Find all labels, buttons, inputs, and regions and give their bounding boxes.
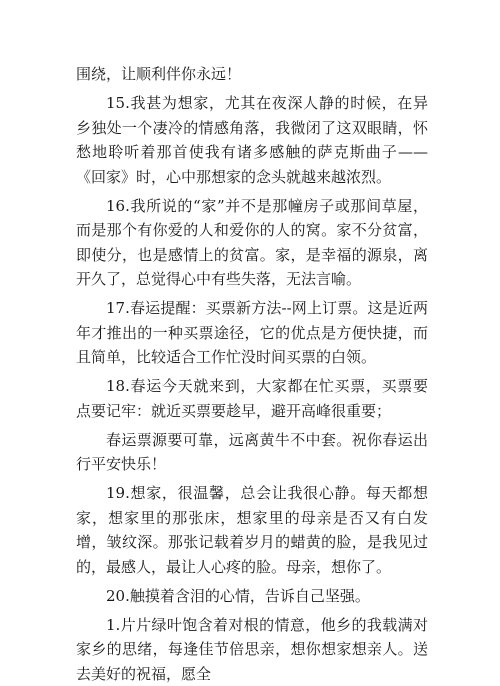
paragraph-continuation: 围绕，让顺利伴你永远！ bbox=[76, 62, 428, 87]
paragraph-17: 17.春运提醒：买票新方法--网上订票。这是近两年才推出的一种买票途径，它的优点是方便快捷，而且简单，比较适合工作忙没时间买票的白领。 bbox=[76, 296, 428, 370]
paragraph-16: 16.我所说的“家”并不是那幢房子或那间草屋，而是那个有你爱的人和爱你的人的窝。家不分贫富，即使分，也是感情上的贫富。家，是幸福的源泉，离开久了，总觉得心中有些失落，无法言喻。 bbox=[76, 194, 428, 292]
paragraph-18-continued: 春运票源要可靠，远离黄牛不中套。祝你春运出行平安快乐！ bbox=[76, 428, 428, 477]
paragraph-1: 1.片片绿叶饱含着对根的情意，他乡的我载满对家乡的思绪，每逢佳节倍思亲，想你想家想亲人。送去美好的祝福，愿全 bbox=[76, 613, 428, 686]
paragraph-20: 20.触摸着含泪的心情，告诉自己坚强。 bbox=[76, 584, 428, 609]
paragraph-15: 15.我甚为想家，尤其在夜深人静的时候，在异乡独处一个凄冷的情感角落，我微闭了这双眼睛，怀愁地聆听着那首使我有诸多感触的萨克斯曲子——《回家》时，心中那想家的念头就越来越浓烈。 bbox=[76, 91, 428, 189]
paragraph-19: 19.想家，很温馨，总会让我很心静。每天都想家，想家里的那张床，想家里的母亲是否又有白发增，皱纹深。那张记载着岁月的蜡黄的脸，是我见过的，最感人，最让人心疼的脸。母亲，想你了。 bbox=[76, 481, 428, 579]
paragraph-18: 18.春运今天就来到，大家都在忙买票，买票要点要记牢：就近买票要趁早，避开高峰很重要； bbox=[76, 374, 428, 423]
document-body bbox=[76, 62, 428, 686]
